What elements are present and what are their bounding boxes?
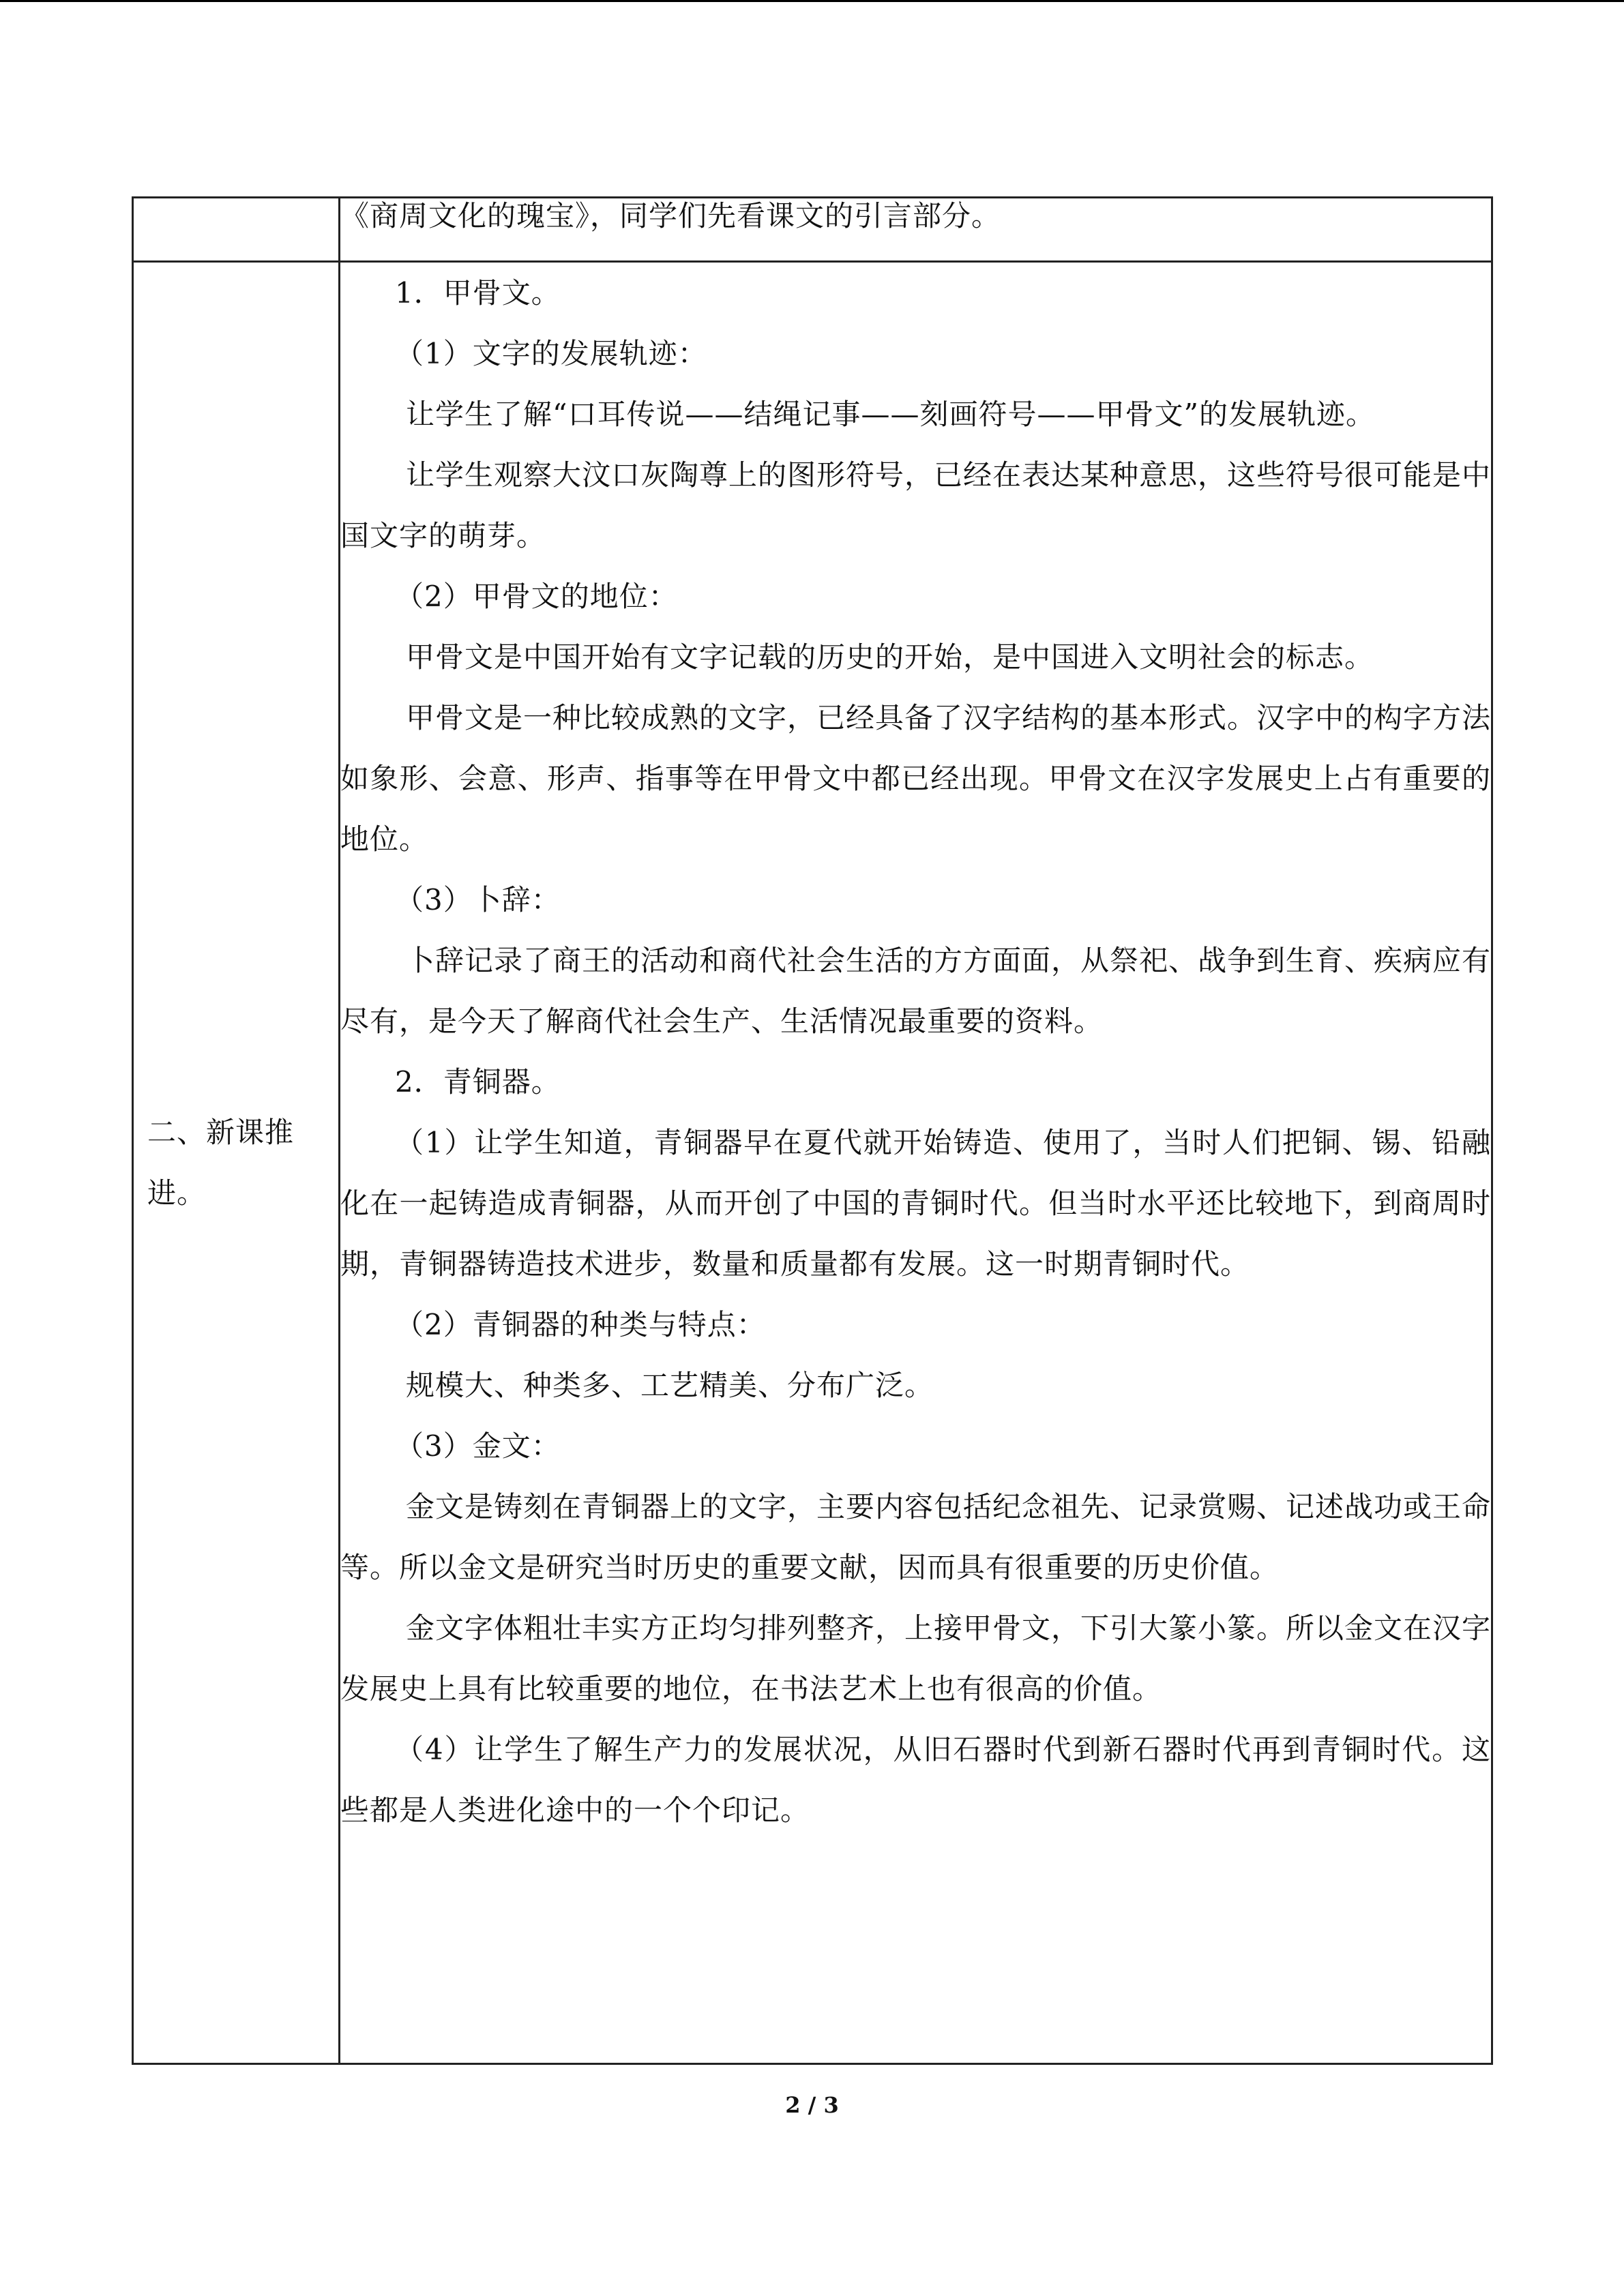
paragraph: 让学生了解“口耳传说——结绳记事——刻画符号——甲骨文”的发展轨迹。: [406, 398, 1375, 431]
heading-bronze-ware: 2．青铜器。: [395, 1065, 561, 1099]
subheading-bronze-inscriptions: （3）金文：: [395, 1429, 561, 1463]
stage-label: 二、新课推进。: [147, 1116, 295, 1210]
paragraph: （1）让学生知道，青铜器早在夏代就开始铸造、使用了，当时人们把铜、锡、铅融化在一起铸造成青铜器，从而开创了中国的青铜时代。但当时水平还比较地下，到商周时期，青铜器铸造技术进步，数量和质量都有发展。这一时期青铜时代。: [340, 1126, 1491, 1281]
paragraph: 卜辞记录了商王的活动和商代社会生活的方方面面，从祭祀、战争到生育、疾病应有尽有，是今天了解商代社会生产、生活情况最重要的资料。: [340, 944, 1492, 1038]
page-number: 2 / 3: [785, 2092, 839, 2118]
table-row-intro: [133, 198, 1492, 262]
page-top-border: [0, 0, 1624, 2]
paragraph: 金文是铸刻在青铜器上的文字，主要内容包括纪念祖先、记录赏赐、记述战功或王命等。所以金文是研究当时历史的重要文献，因而具有很重要的历史价值。: [340, 1490, 1492, 1584]
paragraph: 甲骨文是一种比较成熟的文字，已经具备了汉字结构的基本形式。汉字中的构字方法如象形、会意、形声、指事等在甲骨文中都已经出现。甲骨文在汉字发展史上占有重要的地位。: [340, 701, 1492, 856]
stage-cell-empty: [133, 198, 340, 262]
stage-cell: [133, 262, 340, 2064]
paragraph: 金文字体粗壮丰实方正均匀排列整齐，上接甲骨文，下引大篆小篆。所以金文在汉字发展史上具有比较重要的地位，在书法艺术上也有很高的价值。: [340, 1611, 1492, 1705]
subheading-writing-development: （1）文字的发展轨迹：: [395, 337, 707, 370]
table-row-new-lesson: [133, 262, 1492, 2064]
paragraph: 甲骨文是中国开始有文字记载的历史的开始，是中国进入文明社会的标志。: [406, 640, 1374, 674]
lesson-content-cell: [340, 262, 1492, 2064]
subheading-oracle-bone-status: （2）甲骨文的地位：: [395, 580, 678, 613]
intro-content-cell: [340, 198, 1492, 262]
subheading-divination: （3）卜辞：: [395, 883, 561, 916]
paragraph: 让学生观察大汶口灰陶尊上的图形符号，已经在表达某种意思，这些符号很可能是中国文字的萌芽。: [340, 458, 1492, 552]
heading-oracle-bone: 1．甲骨文。: [395, 276, 561, 310]
paragraph: （4）让学生了解生产力的发展状况，从旧石器时代到新石器时代再到青铜时代。这些都是人类进化途中的一个个印记。: [340, 1733, 1491, 1827]
paragraph: 规模大、种类多、工艺精美、分布广泛。: [406, 1369, 934, 1402]
lesson-plan-table: [132, 196, 1493, 2065]
intro-text: 《商周文化的瑰宝》，同学们先看课文的引言部分。: [340, 199, 1001, 233]
subheading-bronze-types: （2）青铜器的种类与特点：: [395, 1308, 766, 1341]
